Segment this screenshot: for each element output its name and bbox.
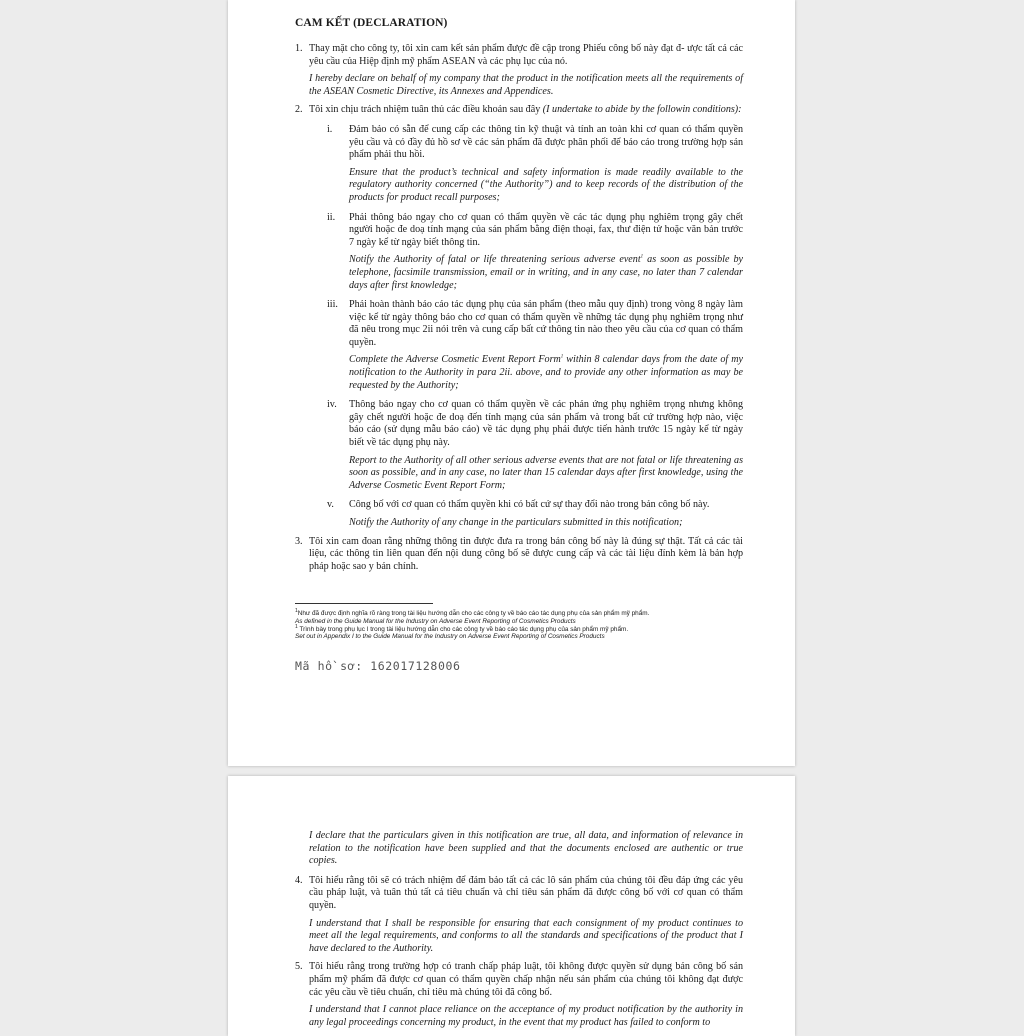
footnote-text-en: Set out in Appendix I to the Guide Manual for the Industry on Adverse Event Reporting of Cosmetics Products — [295, 633, 605, 641]
item-number: 4. — [295, 874, 303, 886]
dossier-code: Mã hồ sơ: 162017128006 — [295, 658, 461, 673]
condition-item-i — [323, 124, 743, 205]
condition-text-en-b: within 8 calendar days from the date of my notification to the Authority in para 2ii. above, and to provide any other information as may be requested by the Authority; — [349, 354, 743, 391]
footnote-2 — [295, 623, 743, 641]
condition-item-iii — [323, 299, 743, 392]
condition-text-en: Report to the Authority of all other serious adverse events that are not fatal or life threatening as soon as possible, and in any case, no later than 15 calendar days after first knowledge, using the Adverse Cosmetic Event Report Form; — [349, 454, 743, 491]
footnote-text-en: As defined in the Guide Manual for the Industry on Adverse Event Reporting of Cosmetics Products — [295, 617, 576, 625]
item-text-en: (I undertake to abide by the followin conditions): — [542, 104, 742, 116]
page-2-content — [295, 830, 743, 1035]
condition-number: iii. — [327, 299, 338, 311]
condition-text-en-a: Notify the Authority of fatal or life threatening serious adverse event — [349, 254, 641, 266]
condition-number: i. — [327, 123, 333, 135]
declaration-item-4 — [295, 875, 743, 956]
condition-item-ii — [323, 212, 743, 293]
item-number: 1. — [295, 43, 303, 54]
item-number: 3. — [295, 535, 303, 547]
page-1-content — [295, 17, 743, 673]
item-number: 2. — [295, 104, 303, 116]
condition-text-en: Notify the Authority of any change in the particulars submitted in this notification; — [349, 517, 683, 528]
item-text-vi: Thay mặt cho công ty, tôi xin cam kết sản phẩm được đề cập trong Phiếu công bố này đạt đ- ược tất cả các yêu cầu của Hiệp định mỹ phẩm ASEAN và các phụ lục của nó. — [309, 43, 743, 67]
declaration-item-3 — [295, 536, 743, 574]
footnote-ref: 1 — [640, 254, 644, 260]
document-page-2 — [228, 776, 795, 1036]
condition-number: ii. — [327, 211, 336, 223]
declaration-item-5 — [295, 961, 743, 1029]
condition-text-vi: Thông báo ngay cho cơ quan có thẩm quyền về các phản ứng phụ nghiêm trọng nhưng không gây chết người hoặc đe doạ đến tính mạng của sản phẩm và trong bất cứ trường hợp nào, việc báo cáo (sử dụng mẫu báo cáo) về tác dụng phụ phải được tiến hành trước 15 ngày kể từ ngày biết về tác dụng phụ này. — [349, 399, 743, 449]
condition-item-iv — [323, 399, 743, 492]
item-number: 5. — [295, 961, 303, 973]
item-text-en: I understand that I cannot place reliance on the acceptance of my product notification by the authority in any legal proceedings concerning my product, in the event that my product has failed to conform to — [309, 1004, 743, 1028]
declaration-item-2 — [295, 104, 743, 529]
footnote-1 — [295, 610, 743, 625]
condition-text-en: Ensure that the product’s technical and safety information is made readily available to the regulatory authority concerned (“the Authority”) and to keep records of the distribution of the products for product recall purposes; — [349, 166, 743, 203]
footnote-text-vi: Trình bày trong phụ lục I trong tài liệu hướng dẫn cho các công ty về báo cáo tác dụng phụ của sản phẩm mỹ phẩm. — [297, 625, 629, 633]
item-text-en: I understand that I shall be responsible for ensuring that each consignment of my product continues to meet all the legal requirements, and conforms to all the standards and specifications of the product that I have declared to the Authority. — [309, 917, 743, 954]
footnote-ref: 1 — [560, 355, 564, 361]
condition-text-vi: Phải thông báo ngay cho cơ quan có thẩm quyền về các tác dụng phụ nghiêm trọng gây chết người hoặc đe doạ tính mạng của sản phẩm bằng điện thoại, fax, thư điện tử hoặc văn bản trước 7 ngày kể từ ngày biết thông tin. — [349, 211, 743, 248]
footnote-divider — [295, 603, 433, 604]
condition-number: iv. — [327, 399, 337, 411]
condition-text-vi: Phải hoàn thành báo cáo tác dụng phụ của sản phẩm (theo mẫu quy định) trong vòng 8 ngày làm việc kể từ ngày thông báo cho cơ quan có thẩm quyền về những tác dụng phụ nghiêm trọng như đã nêu trong mục 2ii nói trên và cung cấp bất cứ thông tin nào theo yêu cầu của cơ quan có thẩm quyền. — [349, 299, 743, 348]
item-text-vi: Tôi xin chịu trách nhiệm tuân thủ các điều khoản sau đây — [309, 104, 541, 116]
item-text — [309, 104, 743, 117]
footnote-marker: 1 — [295, 623, 298, 630]
item-text-vi: Tôi hiểu rằng tôi sẽ có trách nhiệm để đảm bảo tất cả các lô sản phẩm của chúng tôi đều đáp ứng các yêu cầu pháp luật, và tuân thủ tất cả tiêu chuẩn và chỉ tiêu sản phẩm đã được công bố với cơ quan có thẩm quyền. — [309, 874, 743, 911]
document-page-1 — [228, 0, 795, 766]
footnote-text-vi: Như đã được định nghĩa rõ ràng trong tài liệu hướng dẫn cho các công ty về báo cáo tác dụng phụ của sản phẩm mỹ phẩm. — [297, 610, 650, 618]
condition-text-en — [349, 354, 743, 392]
declaration-title: CAM KẾT (DECLARATION) — [295, 17, 448, 29]
continuation-text-en: I declare that the particulars given in this notification are true, all data, and information of relevance in relation to the notification have been supplied and that the documents enclosed are authentic or true copies. — [309, 830, 743, 867]
item-text-vi: Tôi xin cam đoan rằng những thông tin được đưa ra trong bản công bố này là đúng sự thật. Tất cả các tài liệu, các thông tin liên quan đến nội dung công bố sẽ được cung cấp và các tài liệu đính kèm là bản hợp pháp hoặc sao y bản chính. — [309, 535, 743, 572]
condition-text-vi: Công bố với cơ quan có thẩm quyền khi có bất cứ sự thay đổi nào trong bản công bố này. — [349, 499, 710, 511]
condition-text-vi: Đảm bảo có sẵn để cung cấp các thông tin kỹ thuật và tính an toàn khi cơ quan có thẩm quyền yêu cầu và có đầy đủ hồ sơ về các sản phẩm đã được phân phối để báo cáo trong trường hợp sản phẩm phải thu hồi. — [349, 123, 743, 161]
condition-item-v — [323, 499, 743, 529]
condition-text-en-a: Complete the Adverse Cosmetic Event Report Form — [349, 354, 561, 366]
condition-text-en-b: as soon as possible by telephone, facsimile transmission, email or in writing, and in any case, no later than 7 calendar days after first knowledge; — [349, 254, 743, 291]
condition-text-en — [349, 254, 743, 292]
footnote-marker: 1 — [295, 608, 298, 615]
declaration-item-1 — [295, 43, 743, 98]
item-text-vi: Tôi hiểu rằng trong trường hợp có tranh chấp pháp luật, tôi không được quyền sử dụng bản công bố sản phẩm mỹ phẩm đã được cơ quan có thẩm quyền chấp nhận nếu sản phẩm của chúng tôi không đạt được các yêu cầu về tiêu chuẩn, chỉ tiêu mà chúng tôi đã công bố. — [309, 961, 743, 998]
item-text-en: I hereby declare on behalf of my company that the product in the notification meets all the requirements of the ASEAN Cosmetic Directive, its Annexes and Appendices. — [309, 73, 743, 97]
condition-number: v. — [327, 499, 334, 511]
